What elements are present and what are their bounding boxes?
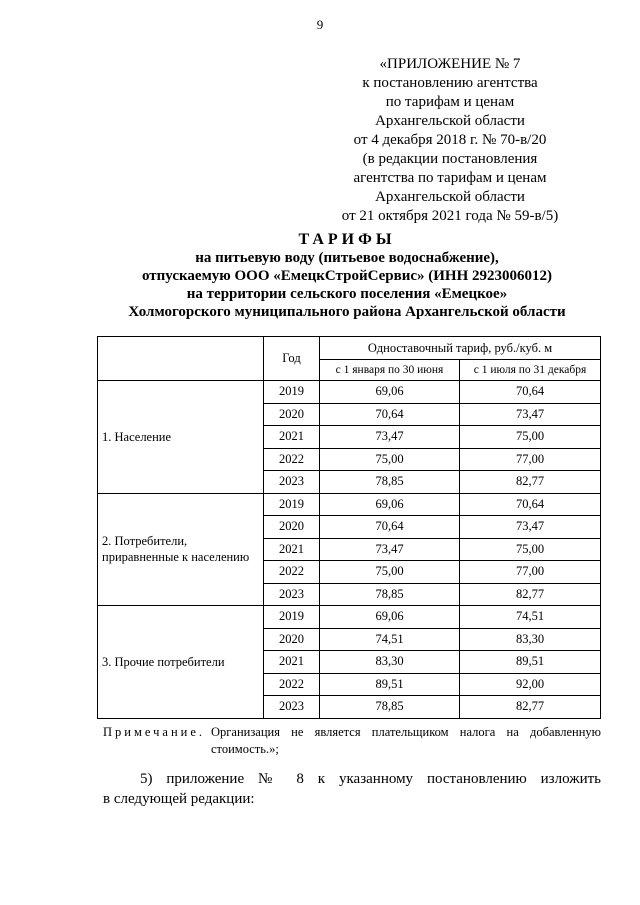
note-label: Примечание. [103, 725, 206, 739]
appendix-line: к постановлению агентства [362, 75, 538, 91]
table-row [98, 606, 601, 629]
note-text: Организация не является плательщиком налога на добавленную стоимость.»; [211, 725, 601, 756]
tariff-cell: 82,77 [460, 583, 601, 606]
appendix-line: по тарифам и ценам [385, 94, 515, 110]
year-cell: 2023 [264, 471, 320, 494]
year-cell: 2021 [264, 538, 320, 561]
tariff-cell: 73,47 [320, 538, 460, 561]
tariff-cell: 73,47 [320, 426, 460, 449]
header-year: Год [264, 337, 320, 381]
tariff-cell: 78,85 [320, 583, 460, 606]
tariff-cell: 73,47 [460, 516, 601, 539]
year-cell: 2023 [264, 696, 320, 719]
appendix-line: «ПРИЛОЖЕНИЕ № 7 [379, 56, 521, 72]
tariff-cell: 70,64 [460, 381, 601, 404]
tariff-table [97, 336, 601, 719]
title-line: на питьевую воду (питьевое водоснабжение), [195, 250, 499, 266]
footer-line: 5) приложение № 8 к указанному постановлению изложить [140, 771, 601, 787]
appendix-line: агентства по тарифам и ценам [353, 170, 547, 186]
year-cell: 2022 [264, 673, 320, 696]
tariff-cell: 70,64 [460, 493, 601, 516]
title-line: на территории сельского поселения «Емецкое» [186, 286, 508, 302]
header-empty-cell [98, 337, 264, 381]
tariff-cell: 82,77 [460, 471, 601, 494]
tariff-cell: 69,06 [320, 381, 460, 404]
year-cell: 2021 [264, 651, 320, 674]
appendix-line: от 4 декабря 2018 г. № 70-в/20 [353, 132, 547, 148]
tariff-cell: 77,00 [460, 448, 601, 471]
year-cell: 2021 [264, 426, 320, 449]
title-main: ТАРИФЫ [298, 231, 396, 248]
tariff-cell: 83,30 [460, 628, 601, 651]
tariff-cell: 74,51 [320, 628, 460, 651]
year-cell: 2019 [264, 606, 320, 629]
tariff-cell: 89,51 [320, 673, 460, 696]
appendix-line: Архангельской области [375, 189, 525, 205]
appendix-line: Архангельской области [375, 113, 525, 129]
tariff-cell: 92,00 [460, 673, 601, 696]
tariff-cell: 77,00 [460, 561, 601, 584]
tariff-cell: 83,30 [320, 651, 460, 674]
tariff-cell: 89,51 [460, 651, 601, 674]
tariff-cell: 75,00 [460, 538, 601, 561]
year-cell: 2023 [264, 583, 320, 606]
appendix-line: от 21 октября 2021 года № 59-в/5) [341, 208, 559, 224]
tariff-cell: 69,06 [320, 493, 460, 516]
tariff-cell: 75,00 [460, 426, 601, 449]
title-line: Холмогорского муниципального района Архангельской области [128, 304, 566, 320]
tariff-cell: 82,77 [460, 696, 601, 719]
header-period-2: с 1 июля по 31 декабря [460, 360, 601, 381]
tariff-cell: 70,64 [320, 403, 460, 426]
footer-line: в следующей редакции: [103, 791, 255, 807]
year-cell: 2022 [264, 448, 320, 471]
tariff-cell: 75,00 [320, 561, 460, 584]
table-row [98, 381, 601, 404]
year-cell: 2020 [264, 628, 320, 651]
category-cell: 3. Прочие потребители [98, 606, 264, 719]
category-cell: 1. Население [98, 381, 264, 494]
year-cell: 2022 [264, 561, 320, 584]
tariff-cell: 75,00 [320, 448, 460, 471]
year-cell: 2019 [264, 493, 320, 516]
header-period-1: с 1 января по 30 июня [320, 360, 460, 381]
year-cell: 2020 [264, 516, 320, 539]
header-tariff: Одноставочный тариф, руб./куб. м [320, 337, 601, 360]
appendix-line: (в редакции постановления [362, 151, 538, 167]
year-cell: 2020 [264, 403, 320, 426]
appendix-header [330, 55, 570, 226]
tariff-cell: 78,85 [320, 471, 460, 494]
tariff-cell: 73,47 [460, 403, 601, 426]
year-cell: 2019 [264, 381, 320, 404]
document-title [60, 231, 634, 321]
table-row [98, 493, 601, 516]
tariff-cell: 70,64 [320, 516, 460, 539]
page-number: 9 [316, 17, 324, 32]
table-note [103, 724, 601, 758]
category-cell: 2. Потребители, приравненные к населению [98, 493, 264, 606]
tariff-cell: 74,51 [460, 606, 601, 629]
title-line: отпускаемую ООО «ЕмецкСтройСервис» (ИНН 2923006012) [141, 268, 552, 284]
tariff-cell: 69,06 [320, 606, 460, 629]
tariff-cell: 78,85 [320, 696, 460, 719]
footer-paragraph [103, 769, 601, 809]
